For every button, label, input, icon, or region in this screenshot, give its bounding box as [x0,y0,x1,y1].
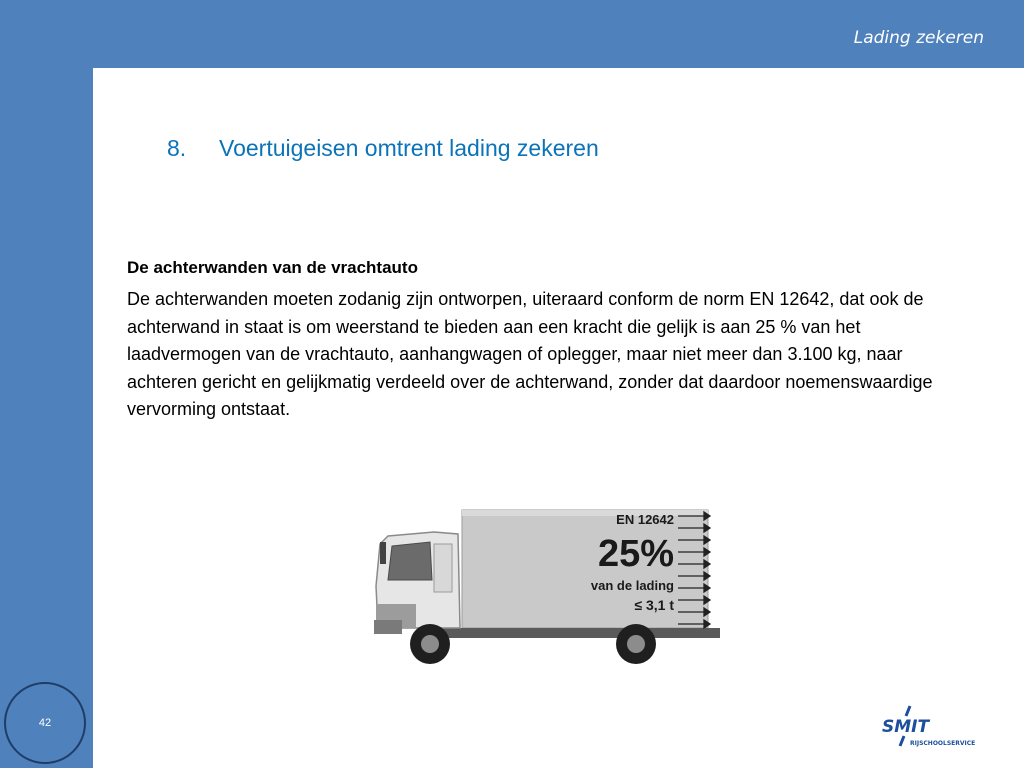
figure-norm: EN 12642 [616,512,674,527]
truck-illustration [374,508,720,670]
header-title: Lading zekeren [853,28,984,48]
section-title: Voertuigeisen omtrent lading zekeren [219,135,599,161]
figure-percent: 25% [597,533,674,575]
page-number: 42 [4,682,86,764]
logo-main-text: SMIT [882,717,930,737]
figure-caption: van de lading [590,578,674,593]
section-heading [167,135,599,162]
logo-sub-text: RIJSCHOOLSERVICE [910,740,976,747]
section-number: 8. [167,135,187,161]
subheading: De achterwanden van de vrachtauto [127,258,418,277]
smit-logo [880,704,984,752]
top-bar [0,0,1024,68]
figure-limit: ≤ 3,1 t [634,597,674,613]
body-paragraph: De achterwanden moeten zodanig zijn ontworpen, uiteraard conform de norm EN 12642, dat ook de achterwand in staat is om weerstand te bieden aan een kracht die gelijk is aan 25 % van het laadvermogen van de vrachtauto, aanhangwagen of oplegger, maar niet meer dan 3.100 kg, naar achteren gericht en gelijkmatig verdeeld over de achterwand, zonder dat daardoor noemenswaardige vervorming ontstaat. [127,289,933,419]
